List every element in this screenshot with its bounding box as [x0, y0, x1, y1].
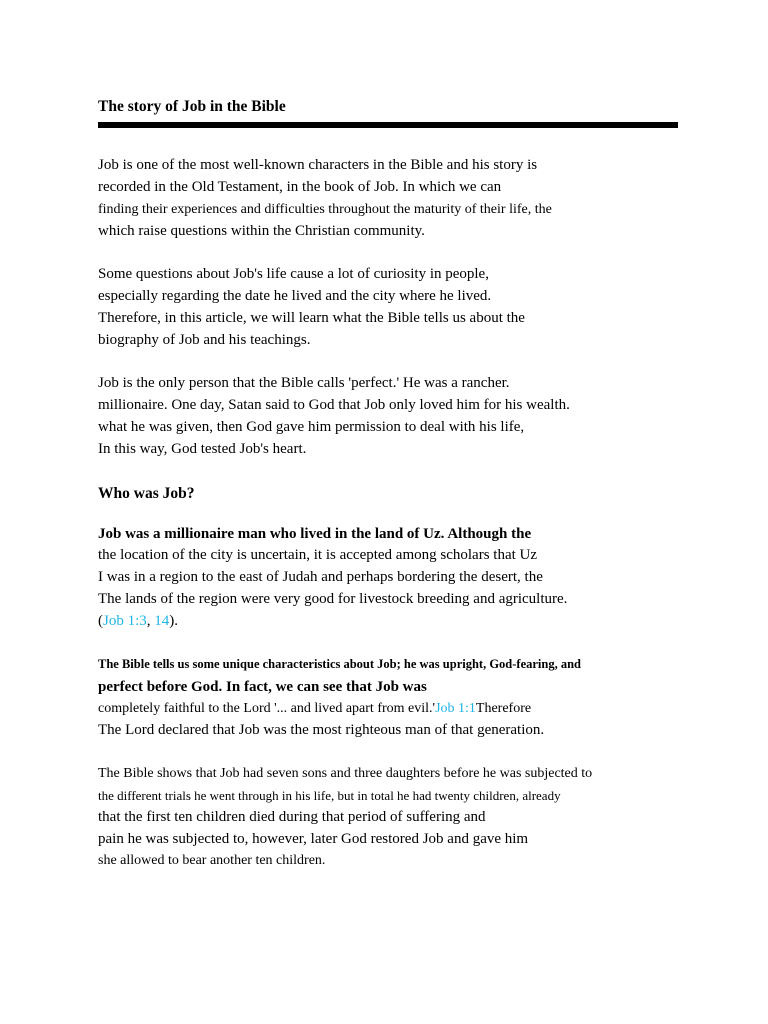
paragraph-5-line-4: The Lord declared that Job was the most righteous man of that generation. [98, 722, 545, 738]
paragraph-2-line-4: biography of Job and his teachings. [98, 332, 311, 348]
paragraph-4-line-5 [98, 613, 178, 630]
section-heading: Who was Job? [98, 485, 195, 502]
paragraph-4-line-4: The lands of the region were very good for livestock breeding and agriculture. [98, 591, 568, 607]
paren-close: ). [169, 613, 179, 629]
paragraph-6-line-4: pain he was subjected to, however, later God restored Job and gave him [98, 831, 529, 847]
paragraph-5-line-1: The Bible tells us some unique characteristics about Job; he was upright, God-fearing, and [98, 657, 582, 671]
paragraph-5-line-3-after: Therefore [475, 701, 532, 716]
paragraph-2-line-1: Some questions about Job's life cause a lot of curiosity in people, [98, 266, 489, 282]
paragraph-5-line-3 [98, 701, 531, 717]
paragraph-3-line-1: Job is the only person that the Bible calls 'perfect.' He was a rancher. [98, 375, 510, 391]
paragraph-5-line-3-text: completely faithful to the Lord '... and lived apart from evil.' [98, 701, 436, 716]
scripture-link-job-1-1[interactable]: Job 1:1 [435, 701, 476, 716]
paragraph-1-line-1: Job is one of the most well-known characters in the Bible and his story is [98, 157, 538, 173]
paragraph-1-line-3: finding their experiences and difficulties throughout the maturity of their life, the [98, 202, 552, 217]
paragraph-1-line-4: which raise questions within the Christian community. [98, 223, 425, 239]
paragraph-6-line-2: the different trials he went through in his life, but in total he had twenty children, already [98, 788, 561, 803]
paragraph-3-line-2: millionaire. One day, Satan said to God that Job only loved him for his wealth. [98, 397, 570, 413]
scripture-link-14[interactable]: 14 [154, 613, 170, 629]
paragraph-5-line-2: perfect before God. In fact, we can see that Job was [98, 679, 427, 695]
paragraph-4-line-1: Job was a millionaire man who lived in the land of Uz. Although the [98, 526, 532, 542]
paragraph-6-line-1: The Bible shows that Job had seven sons and three daughters before he was subjected to [98, 766, 593, 781]
paragraph-4-line-2: the location of the city is uncertain, it is accepted among scholars that Uz [98, 547, 538, 563]
scripture-link-job-1-3[interactable]: Job 1:3 [103, 613, 147, 629]
paragraph-2-line-3: Therefore, in this article, we will learn what the Bible tells us about the [98, 310, 525, 326]
paragraph-3-line-4: In this way, God tested Job's heart. [98, 441, 307, 457]
title-rule [98, 122, 678, 128]
paragraph-3-line-3: what he was given, then God gave him permission to deal with his life, [98, 419, 525, 435]
paragraph-6-line-5: she allowed to bear another ten children. [98, 853, 326, 868]
ref-separator: , [146, 613, 155, 629]
paragraph-4-line-3: I was in a region to the east of Judah and perhaps bordering the desert, the [98, 569, 543, 585]
paren-open: ( [98, 613, 103, 629]
paragraph-6-line-3: that the first ten children died during that period of suffering and [98, 809, 486, 825]
paragraph-2-line-2: especially regarding the date he lived and the city where he lived. [98, 288, 492, 304]
paragraph-1-line-2: recorded in the Old Testament, in the book of Job. In which we can [98, 179, 502, 195]
page-title: The story of Job in the Bible [98, 98, 286, 115]
